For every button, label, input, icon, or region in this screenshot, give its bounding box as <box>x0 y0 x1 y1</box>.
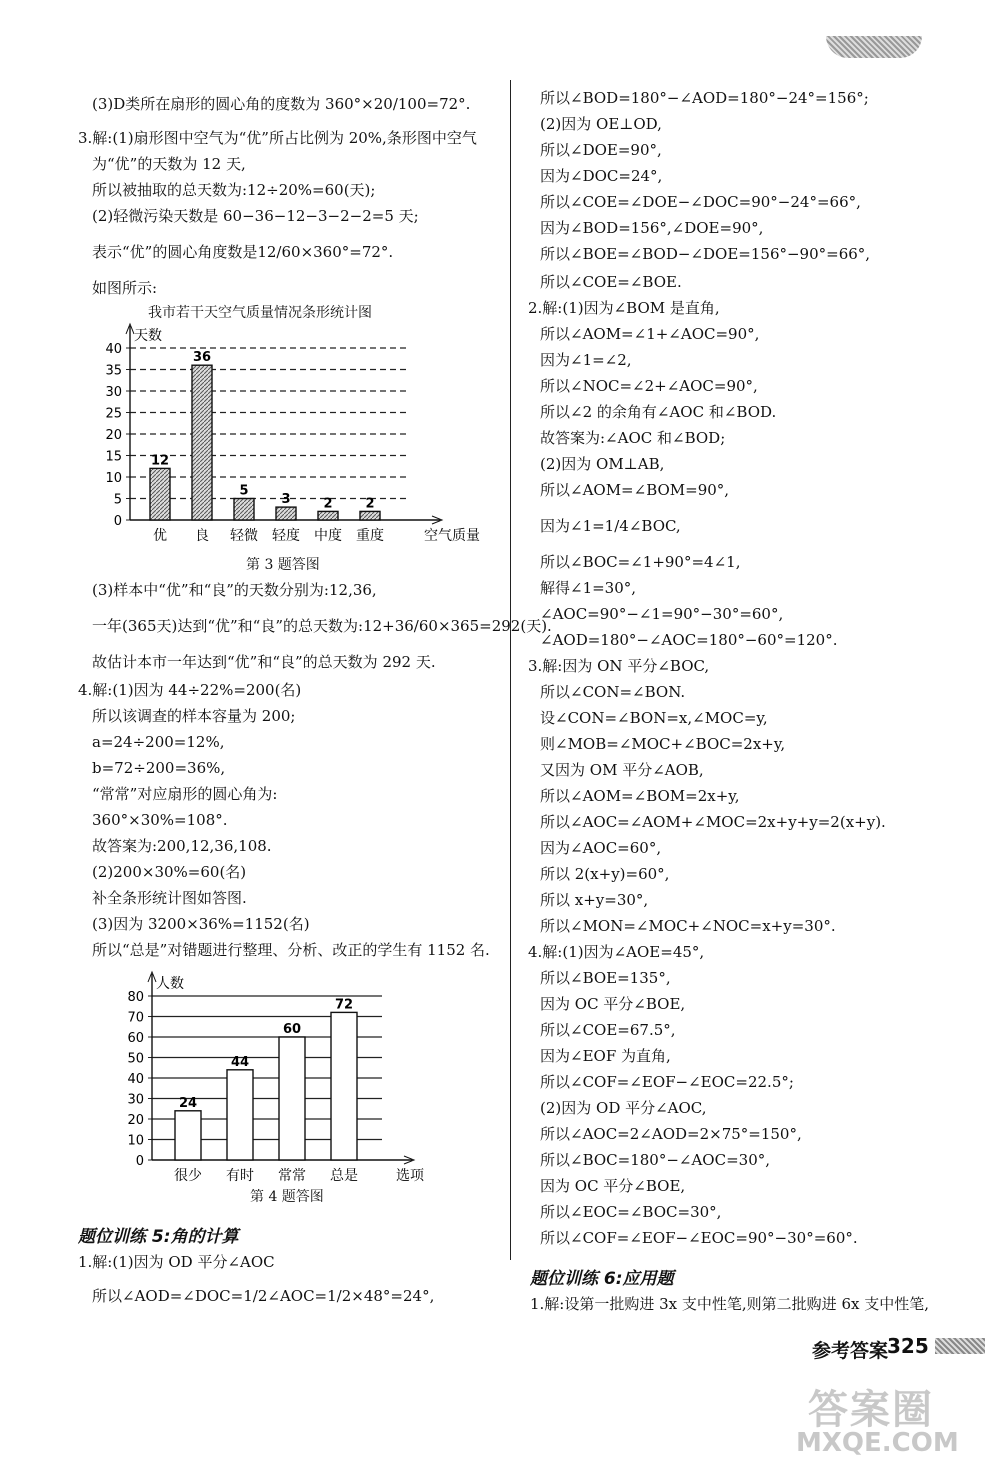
y-tick-label: 0 <box>135 1154 144 1169</box>
y-tick-label: 10 <box>127 1133 144 1149</box>
right-line-41: 所以∠BOC=180°−∠AOC=30°, <box>540 1151 771 1169</box>
bar-常常 <box>279 1037 305 1160</box>
right-line-43: 所以∠EOC=∠BOC=30°, <box>540 1203 722 1221</box>
category-label: 重度 <box>356 528 384 544</box>
bar-轻微 <box>234 499 254 521</box>
q3-line-6: 如图所示: <box>92 279 158 297</box>
bar-value-label: 44 <box>230 1054 250 1070</box>
y-axis-label: 天数 <box>134 328 162 344</box>
s5-line-2: 所以∠AOD=∠DOC=1/2∠AOC=1/2×48°=24°, <box>92 1287 435 1305</box>
right-line-9: 2.解:(1)因为∠BOM 是直角, <box>528 299 720 317</box>
q4-line-4: b=72÷200=36%, <box>92 759 226 777</box>
q4-line-1: 4.解:(1)因为 44÷22%=200(名) <box>78 681 302 699</box>
bar-良 <box>192 365 212 520</box>
y-tick-label: 40 <box>127 1072 144 1087</box>
bar-value-label: 2 <box>323 496 333 512</box>
q4-line-2: 所以该调查的样本容量为 200; <box>92 707 296 725</box>
s5-line-1: 1.解:(1)因为 OD 平分∠AOC <box>78 1253 275 1271</box>
q3-line-4: (2)轻微污染天数是 60−36−12−3−2−2=5 天; <box>92 207 419 225</box>
y-tick-label: 0 <box>113 514 122 529</box>
bar-重度 <box>360 511 380 520</box>
chart1-caption: 第 3 题答图 <box>246 557 320 573</box>
x-axis-label: 空气质量 <box>424 528 480 544</box>
bar-value-label: 5 <box>239 483 249 499</box>
y-tick-label: 20 <box>105 428 122 443</box>
y-tick-label: 50 <box>127 1051 144 1067</box>
y-tick-label: 35 <box>105 363 122 379</box>
bar-很少 <box>175 1111 201 1160</box>
q4-line-11: 所以“总是”对错题进行整理、分析、改正的学生有 1152 名. <box>92 941 490 959</box>
right-line-32: 所以∠MON=∠MOC+∠NOC=x+y=30°. <box>540 917 836 935</box>
right-line-8: 所以∠COE=∠BOE. <box>540 273 682 291</box>
right-line-16: 所以∠AOM=∠BOM=90°, <box>540 481 730 499</box>
bar-中度 <box>318 511 338 520</box>
right-line-38: 所以∠COF=∠EOF−∠EOC=22.5°; <box>540 1073 794 1091</box>
right-line-1: 所以∠BOD=180°−∠AOD=180°−24°=156°; <box>540 89 869 107</box>
right-line-44: 所以∠COF=∠EOF−∠EOC=90°−30°=60°. <box>540 1229 858 1247</box>
right-line-40: 所以∠AOC=2∠AOD=2×75°=150°, <box>540 1125 802 1143</box>
bar-优 <box>150 468 170 520</box>
q4-line-8: (2)200×30%=60(名) <box>92 863 247 881</box>
right-line-6: 因为∠BOD=156°,∠DOE=90°, <box>540 219 764 237</box>
q4-line-5: “常常”对应扇形的圆心角为: <box>92 785 278 803</box>
right-line-19: 解得∠1=30°, <box>540 579 637 597</box>
right-line-26: 又因为 OM 平分∠AOB, <box>540 761 704 779</box>
column-divider <box>510 80 511 1260</box>
bar-value-label: 60 <box>282 1022 302 1037</box>
right-line-28: 所以∠AOC=∠AOM+∠MOC=2x+y+y=2(x+y). <box>540 813 886 831</box>
right-line-22: 3.解:因为 ON 平分∠BOC, <box>528 657 710 675</box>
q3-line-3: 所以被抽取的总天数为:12÷20%=60(天); <box>92 181 376 199</box>
bar-value-label: 36 <box>192 350 212 366</box>
right-line-30: 所以 2(x+y)=60°, <box>540 865 670 883</box>
footer-label: 参考答案 <box>812 1340 889 1362</box>
q3-line-1: 3.解:(1)扇形图中空气为“优”所占比例为 20%,条形图中空气 <box>78 129 477 147</box>
right-line-10: 所以∠AOM=∠1+∠AOC=90°, <box>540 325 760 343</box>
right-line-5: 所以∠COE=∠DOE−∠DOC=90°−24°=66°, <box>540 193 861 211</box>
section-5-heading: 题位训练 5:角的计算 <box>78 1227 239 1247</box>
right-line-33: 4.解:(1)因为∠AOE=45°, <box>528 943 705 961</box>
q4-line-10: (3)因为 3200×36%=1152(名) <box>92 915 310 933</box>
right-line-2: (2)因为 OE⊥OD, <box>540 115 662 133</box>
right-line-12: 所以∠NOC=∠2+∠AOC=90°, <box>540 377 758 395</box>
x-axis-label: 选项 <box>396 1168 424 1184</box>
right-line-11: 因为∠1=∠2, <box>540 351 632 369</box>
right-line-23: 所以∠CON=∠BON. <box>540 683 686 701</box>
right-line-18: 所以∠BOC=∠1+90°=4∠1, <box>540 553 741 571</box>
bar-value-label: 72 <box>334 997 354 1013</box>
y-axis-label: 人数 <box>156 976 184 992</box>
right-line-14: 故答案为:∠AOC 和∠BOD; <box>540 429 726 447</box>
q4-line-3: a=24÷200=12%, <box>92 733 225 751</box>
right-line-25: 则∠MOB=∠MOC+∠BOC=2x+y, <box>540 735 786 753</box>
right-line-7: 所以∠BOE=∠BOD−∠DOE=156°−90°=66°, <box>540 245 871 263</box>
q3-line-8: 一年(365天)达到“优”和“良”的总天数为:12+36/60×365=292(天). <box>92 617 552 635</box>
category-label: 中度 <box>314 528 342 544</box>
right-line-42: 因为 OC 平分∠BOE, <box>540 1177 686 1195</box>
category-label: 很少 <box>174 1168 202 1184</box>
q3-line-7: (3)样本中“优”和“良”的天数分别为:12,36, <box>92 581 377 599</box>
watermark-logo: 答案圈 <box>808 1387 934 1433</box>
s6-line-1: 1.解:设第一批购进 3x 支中性笔,则第二批购进 6x 支中性笔, <box>530 1295 929 1313</box>
category-label: 有时 <box>226 1168 254 1184</box>
right-line-39: (2)因为 OD 平分∠AOC, <box>540 1099 707 1117</box>
right-line-34: 所以∠BOE=135°, <box>540 969 671 987</box>
bar-轻度 <box>276 507 296 520</box>
y-tick-label: 5 <box>113 492 122 508</box>
right-line-21: ∠AOD=180°−∠AOC=180°−60°=120°. <box>540 631 838 649</box>
bar-value-label: 2 <box>365 496 375 512</box>
right-line-20: ∠AOC=90°−∠1=90°−30°=60°, <box>540 605 784 623</box>
q3-line-9: 故估计本市一年达到“优”和“良”的总天数为 292 天. <box>92 653 436 671</box>
category-label: 轻微 <box>230 528 258 544</box>
y-tick-label: 60 <box>127 1031 144 1046</box>
page-number: 325 <box>887 1334 929 1358</box>
right-line-24: 设∠CON=∠BON=x,∠MOC=y, <box>540 709 768 727</box>
right-line-27: 所以∠AOM=∠BOM=2x+y, <box>540 787 740 805</box>
footer-decoration <box>935 1338 985 1354</box>
category-label: 轻度 <box>272 528 300 544</box>
category-label: 常常 <box>278 1168 306 1184</box>
bar-value-label: 24 <box>178 1095 198 1111</box>
q4-line-9: 补全条形统计图如答图. <box>92 889 247 907</box>
y-tick-label: 70 <box>127 1010 144 1026</box>
bar-value-label: 12 <box>150 453 170 469</box>
right-line-36: 所以∠COE=67.5°, <box>540 1021 676 1039</box>
right-line-29: 因为∠AOC=60°, <box>540 839 662 857</box>
y-tick-label: 30 <box>105 385 122 400</box>
y-tick-label: 20 <box>127 1113 144 1128</box>
header-decoration <box>826 36 922 58</box>
q2-part3: (3)D类所在扇形的圆心角的度数为 360°×20/100=72°. <box>92 95 471 113</box>
chart1-title: 我市若干天空气质量情况条形统计图 <box>148 305 372 321</box>
air-quality-bar-chart <box>100 322 480 552</box>
y-tick-label: 40 <box>105 342 122 357</box>
y-tick-label: 80 <box>127 990 144 1005</box>
right-line-17: 因为∠1=1/4∠BOC, <box>540 517 681 535</box>
section-6-heading: 题位训练 6:应用题 <box>530 1269 674 1289</box>
right-line-13: 所以∠2 的余角有∠AOC 和∠BOD. <box>540 403 777 421</box>
category-label: 优 <box>153 528 167 544</box>
right-line-35: 因为 OC 平分∠BOE, <box>540 995 686 1013</box>
q4-line-7: 故答案为:200,12,36,108. <box>92 837 272 855</box>
y-tick-label: 10 <box>105 471 122 486</box>
right-line-31: 所以 x+y=30°, <box>540 891 649 909</box>
y-tick-label: 25 <box>105 406 122 422</box>
y-tick-label: 30 <box>127 1092 144 1108</box>
category-label: 良 <box>195 528 209 544</box>
watermark-url: MXQE.COM <box>796 1428 959 1458</box>
right-line-15: (2)因为 OM⊥AB, <box>540 455 665 473</box>
students-bar-chart <box>118 962 458 1184</box>
chart2-caption: 第 4 题答图 <box>250 1189 324 1205</box>
q4-line-6: 360°×30%=108°. <box>92 811 228 829</box>
right-line-37: 因为∠EOF 为直角, <box>540 1047 671 1065</box>
right-line-3: 所以∠DOE=90°, <box>540 141 662 159</box>
y-tick-label: 15 <box>105 449 122 465</box>
right-line-4: 因为∠DOC=24°, <box>540 167 663 185</box>
bar-有时 <box>227 1070 253 1160</box>
category-label: 总是 <box>330 1168 358 1184</box>
bar-value-label: 3 <box>281 492 291 508</box>
bar-总是 <box>331 1012 357 1160</box>
q3-line-5: 表示“优”的圆心角度数是12/60×360°=72°. <box>92 243 394 261</box>
q3-line-2: 为“优”的天数为 12 天, <box>92 155 246 173</box>
